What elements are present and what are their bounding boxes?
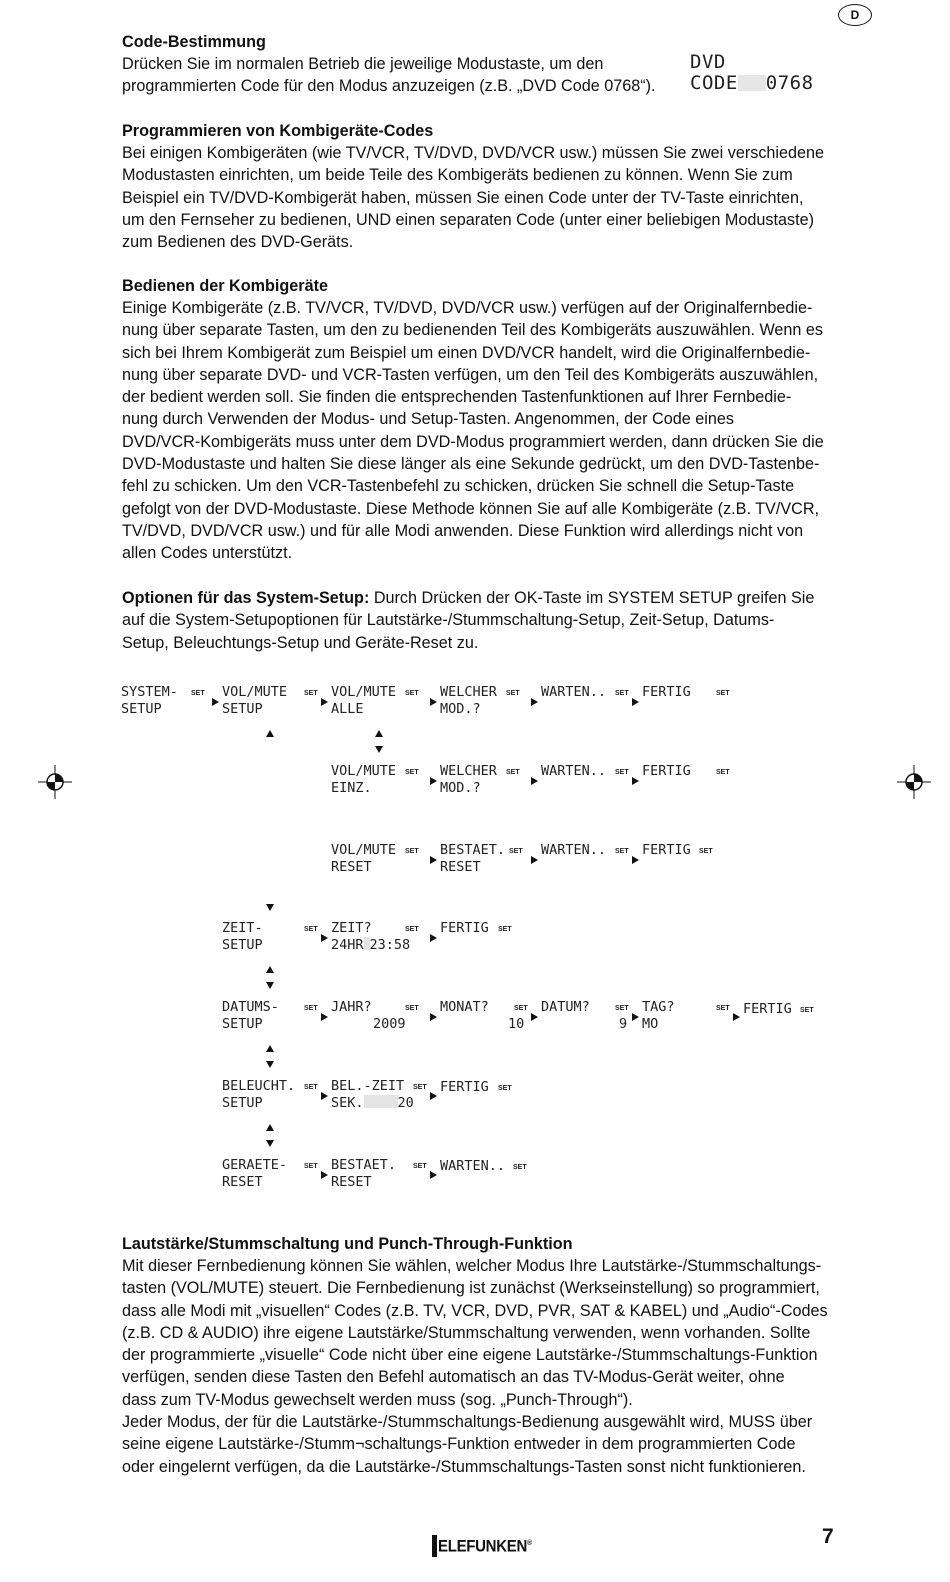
lcd-time-value: 23:58: [369, 937, 411, 953]
arrow-right-icon: [733, 1013, 740, 1021]
text-line: nung durch Verwenden der Modus- und Setup-Tasten. Angenommen, der Code eines: [122, 410, 734, 429]
set-label: SET: [615, 769, 629, 776]
text-line: Bei einigen Kombigeräten (wie TV/VCR, TV/DVD, DVD/VCR usw.) müssen Sie zwei verschiedene: [122, 144, 825, 162]
lcd-line: WELCHER: [440, 763, 497, 779]
text-line: tasten (VOL/MUTE) steuert. Die Fernbedienung ist zunächst (Werkseinstellung) so programmiert,: [122, 1279, 820, 1298]
lcd-line: 2009: [373, 1016, 406, 1032]
arrow-up-icon: [266, 966, 274, 973]
arrow-down-icon: [266, 904, 274, 911]
set-label: SET: [615, 848, 629, 855]
text-line: Drücken Sie im normalen Betrieb die jeweilige Modustaste, um den: [122, 55, 604, 73]
lcd-line: SETUP: [222, 1095, 263, 1111]
set-label: SET: [413, 1163, 427, 1170]
lcd-line: VOL/MUTE: [222, 684, 288, 700]
lcd-line: TAG?: [642, 999, 675, 1015]
lcd-zeit-setup: [222, 920, 263, 954]
section-volume-punch-through: [122, 1233, 852, 1478]
section-combo-use: [122, 275, 852, 565]
arrow-down-icon: [266, 1140, 274, 1147]
text-line: allen Codes unterstützt.: [122, 544, 293, 563]
set-label: SET: [716, 690, 730, 697]
set-label: SET: [304, 926, 318, 933]
lcd-sek-value: 20: [397, 1095, 414, 1111]
set-label: SET: [699, 848, 713, 855]
set-label: SET: [716, 1005, 730, 1012]
text-line: nung über separate Tasten, um den zu bedienenden Teil des Kombigeräts auszuwählen. Wenn es: [122, 321, 824, 340]
arrow-right-icon: [632, 1013, 639, 1021]
text-line: fehl zu schicken. Um den VCR-Tastenbefehl zu schicken, drücken Sie schnell die Setup-Taste: [122, 477, 795, 496]
section-heading: Lautstärke/Stummschaltung und Punch-Through-Funktion: [122, 1235, 573, 1253]
set-label: SET: [509, 848, 523, 855]
lcd-line: RESET: [331, 859, 372, 875]
text-line: programmierten Code für den Modus anzuzeigen (z.B. „DVD Code 0768“).: [122, 77, 656, 96]
arrow-right-icon: [430, 856, 437, 864]
arrow-down-icon: [375, 746, 383, 753]
lcd-geraete-reset: [222, 1157, 287, 1191]
set-label: SET: [304, 1163, 318, 1170]
set-label: SET: [615, 690, 629, 697]
lcd-line: BESTAET.: [331, 1157, 397, 1173]
text-line: verfügen, senden diese Tasten den Befehl automatisch an das TV-Modus-Gerät weiter, ohne: [122, 1368, 785, 1387]
arrow-right-icon: [531, 777, 538, 785]
set-label: SET: [413, 1084, 427, 1091]
text-line: Jeder Modus, der für die Lautstärke-/Stummschaltungs-Bedienung ausgewählt wird, MUSS über: [122, 1413, 813, 1432]
page-number: 7: [822, 1525, 834, 1548]
text-line: dass zum TV-Modus gewechselt werden muss (sog. „Punch-Through“).: [122, 1390, 633, 1409]
lcd-line: 9: [619, 1016, 628, 1032]
lcd-zeit: [331, 920, 410, 954]
set-label: SET: [304, 1005, 318, 1012]
lcd-bestaet-reset: [331, 1157, 396, 1191]
lcd-line: BESTAET.: [440, 842, 506, 858]
text-line: Einige Kombigeräte (z.B. TV/VCR, TV/DVD, DVD/VCR usw.) verfügen auf der Originalfernbedie-: [122, 299, 813, 317]
set-label: SET: [498, 926, 512, 933]
lcd-warten: WARTEN..: [541, 763, 607, 779]
text-line: um den Fernseher zu bedienen, UND einen separaten Code (unter einer beliebigen Modustaste): [122, 210, 814, 229]
lcd-line: SETUP: [222, 1016, 263, 1032]
text-line: [122, 587, 852, 609]
lcd-line: DATUMS-: [222, 999, 279, 1015]
text-line: DVD-Modustaste und halten Sie diese länger als eine Sekunde gedrückt, um den DVD-Tastenbe-: [122, 455, 820, 474]
lcd-fertig: FERTIG: [440, 920, 489, 936]
lcd-line: DATUM?: [541, 999, 590, 1015]
set-label: SET: [191, 690, 205, 697]
arrow-right-icon: [321, 1171, 328, 1179]
arrow-down-icon: [266, 1061, 274, 1068]
arrow-right-icon: [632, 698, 639, 706]
arrow-right-icon: [321, 934, 328, 942]
lcd-vol-mute-reset: [331, 842, 396, 876]
arrow-right-icon: [212, 698, 219, 706]
arrow-up-icon: [266, 1045, 274, 1052]
section-combo-codes: [122, 120, 842, 253]
lcd-display-example: [690, 52, 814, 94]
text-line: Modustasten einrichten, um beide Teile des Kombigeräts bedienen zu können. Wenn Sie zum: [122, 166, 793, 185]
lcd-line: MOD.?: [440, 701, 481, 717]
lcd-warten: WARTEN..: [440, 1158, 506, 1174]
text-line: Beispiel ein TV/DVD-Kombigerät haben, müssen Sie einen Code unter der TV-Taste einrichten,: [122, 188, 804, 207]
set-label: SET: [800, 1007, 814, 1014]
lcd-line: DVD: [690, 51, 726, 73]
lcd-vol-mute-setup: [222, 684, 287, 718]
lcd-bestaet-reset: [440, 842, 505, 876]
text-line: der programmierte „visuelle“ Code nicht über eine eigene Lautstärke-/Stummschaltungs-Funktion: [122, 1346, 818, 1365]
language-badge: D: [838, 4, 872, 26]
lcd-line: JAHR?: [331, 999, 372, 1015]
lcd-bel-zeit: [331, 1078, 414, 1112]
section-heading: Programmieren von Kombigeräte-Codes: [122, 122, 434, 140]
set-label: SET: [506, 690, 520, 697]
arrow-right-icon: [430, 698, 437, 706]
arrow-right-icon: [430, 934, 437, 942]
section-heading: Bedienen der Kombigeräte: [122, 277, 328, 295]
arrow-right-icon: [321, 1092, 328, 1100]
lcd-line: ALLE: [331, 701, 364, 717]
text-line: DVD/VCR-Kombigeräts muss unter dem DVD-Modus programmiert werden, dann drücken Sie die: [122, 432, 824, 451]
lcd-line: MO: [642, 1016, 659, 1032]
lcd-line: ZEIT?: [331, 920, 372, 936]
lcd-line: MONAT?: [440, 999, 489, 1015]
lcd-line: EINZ.: [331, 780, 372, 796]
lcd-line: VOL/MUTE: [331, 842, 397, 858]
lcd-monat: [440, 999, 524, 1033]
lcd-line: SYSTEM-: [121, 684, 178, 700]
set-label: SET: [716, 769, 730, 776]
text-run: Durch Drücken der OK-Taste im SYSTEM SETUP greifen Sie: [369, 589, 815, 607]
section-heading: Code-Bestimmung: [122, 33, 266, 51]
lcd-line: SETUP: [121, 701, 162, 717]
set-label: SET: [405, 926, 419, 933]
set-label: SET: [405, 769, 419, 776]
text-line: TV/DVD, DVD/VCR usw.) und für alle Modi anwenden. Diese Funktion wird allerdings nicht von: [122, 521, 804, 540]
arrow-right-icon: [321, 1013, 328, 1021]
lcd-sek-label: SEK.: [331, 1095, 364, 1111]
section-system-setup: [122, 587, 852, 654]
registration-mark-icon: [38, 765, 72, 799]
lcd-time-format: 24HR: [331, 937, 364, 953]
lcd-datums-setup: [222, 999, 279, 1033]
arrow-right-icon: [430, 1171, 437, 1179]
set-label: SET: [506, 769, 520, 776]
arrow-right-icon: [430, 1092, 437, 1100]
set-label: SET: [405, 690, 419, 697]
arrow-up-icon: [375, 730, 383, 737]
text-line: nung über separate DVD- und VCR-Tasten verfügen, um den Teil des Kombigeräts auszuwählen,: [122, 365, 819, 384]
set-label: SET: [498, 1085, 512, 1092]
lcd-fertig: FERTIG: [642, 763, 691, 779]
text-line: oder eingelernt verfügen, da die Lautstärke-/Stummschaltungs-Tasten sonst nicht funktionieren.: [122, 1457, 806, 1476]
registration-mark-icon: [897, 765, 931, 799]
text-line: Setup, Beleuchtungs-Setup und Geräte-Reset zu.: [122, 633, 479, 652]
lcd-line: [690, 73, 814, 94]
brand-logo: [432, 1535, 532, 1557]
lcd-welcher-mod: [440, 684, 497, 718]
lcd-line: SETUP: [222, 937, 263, 953]
lcd-welcher-mod: [440, 763, 497, 797]
lcd-warten: WARTEN..: [541, 684, 607, 700]
lcd-line: MOD.?: [440, 780, 481, 796]
arrow-right-icon: [321, 698, 328, 706]
text-line: dass alle Modi mit „visuellen“ Codes (z.B. TV, VCR, DVD, PVR, SAT & KABEL) und „Audio“-Codes: [122, 1301, 828, 1320]
arrow-right-icon: [430, 1013, 437, 1021]
lcd-line: RESET: [331, 1174, 372, 1190]
lcd-line: VOL/MUTE: [331, 763, 397, 779]
arrow-right-icon: [531, 698, 538, 706]
lcd-beleucht-setup: [222, 1078, 295, 1112]
lcd-line: ZEIT-: [222, 920, 263, 936]
set-label: SET: [514, 1005, 528, 1012]
text-line: der bedient werden soll. Sie finden die entsprechenden Tastenfunktionen auf Ihrer Fernbedie-: [122, 388, 792, 407]
set-label: SET: [304, 1084, 318, 1091]
arrow-up-icon: [266, 1124, 274, 1131]
lcd-code-value: 0768: [765, 72, 814, 94]
lcd-line: RESET: [440, 859, 481, 875]
lcd-warten: WARTEN..: [541, 842, 607, 858]
arrow-right-icon: [632, 777, 639, 785]
lcd-fertig: FERTIG: [642, 684, 691, 700]
lcd-system-setup: [121, 684, 178, 718]
inline-heading: Optionen für das System-Setup:: [122, 589, 370, 607]
lcd-jahr: [331, 999, 406, 1033]
text-line: seine eigene Lautstärke-/Stumm¬schaltungs-Funktion entweder in dem programmierten Code: [122, 1435, 796, 1454]
arrow-up-icon: [266, 730, 274, 737]
arrow-down-icon: [266, 982, 274, 989]
lcd-line: [331, 1095, 414, 1112]
registered-mark: ®: [526, 1539, 532, 1548]
text-line: auf die System-Setupoptionen für Lautstärke-/Stummschaltung-Setup, Zeit-Setup, Datums-: [122, 611, 775, 630]
text-line: sich bei Ihrem Kombigerät zum Beispiel um einen DVD/VCR handelt, wird die Originalfernbedie-: [122, 343, 811, 362]
lcd-line: BELEUCHT.: [222, 1078, 296, 1094]
set-label: SET: [513, 1164, 527, 1171]
lcd-line: GERAETE-: [222, 1157, 288, 1173]
lcd-fertig: FERTIG: [743, 1001, 792, 1017]
text-line: Mit dieser Fernbedienung können Sie wählen, welcher Modus Ihre Lautstärke-/Stummschaltungs-: [122, 1257, 822, 1275]
arrow-right-icon: [531, 856, 538, 864]
lcd-code-label: CODE: [690, 72, 738, 94]
arrow-right-icon: [531, 1013, 538, 1021]
set-label: SET: [304, 690, 318, 697]
text-line: gefolgt von der DVD-Modustaste. Diese Methode können Sie auf alle Kombigeräte (z.B. TV/VCR,: [122, 499, 820, 518]
lcd-line: [331, 937, 410, 954]
text-line: (z.B. CD & AUDIO) ihre eigene Lautstärke/Stummschaltung verwenden, wenn vorhanden. Sollte: [122, 1323, 811, 1342]
lcd-line: 10: [508, 1016, 525, 1032]
lcd-tag: [642, 999, 675, 1033]
lcd-vol-mute-einz: [331, 763, 396, 797]
lcd-line: SETUP: [222, 701, 263, 717]
lcd-line: RESET: [222, 1174, 263, 1190]
lcd-line: VOL/MUTE: [331, 684, 397, 700]
set-label: SET: [405, 1005, 419, 1012]
lcd-line: WELCHER: [440, 684, 497, 700]
brand-name: ELEFUNKEN: [438, 1537, 527, 1556]
lcd-fertig: FERTIG: [642, 842, 691, 858]
logo-bar-icon: [432, 1535, 437, 1557]
arrow-right-icon: [430, 777, 437, 785]
lcd-vol-mute-alle: [331, 684, 396, 718]
arrow-right-icon: [632, 856, 639, 864]
set-label: SET: [405, 848, 419, 855]
text-line: zum Bedienen des DVD-Geräts.: [122, 233, 354, 252]
lcd-line: BEL.-ZEIT: [331, 1078, 405, 1094]
set-label: SET: [615, 1005, 629, 1012]
lcd-fertig: FERTIG: [440, 1079, 489, 1095]
